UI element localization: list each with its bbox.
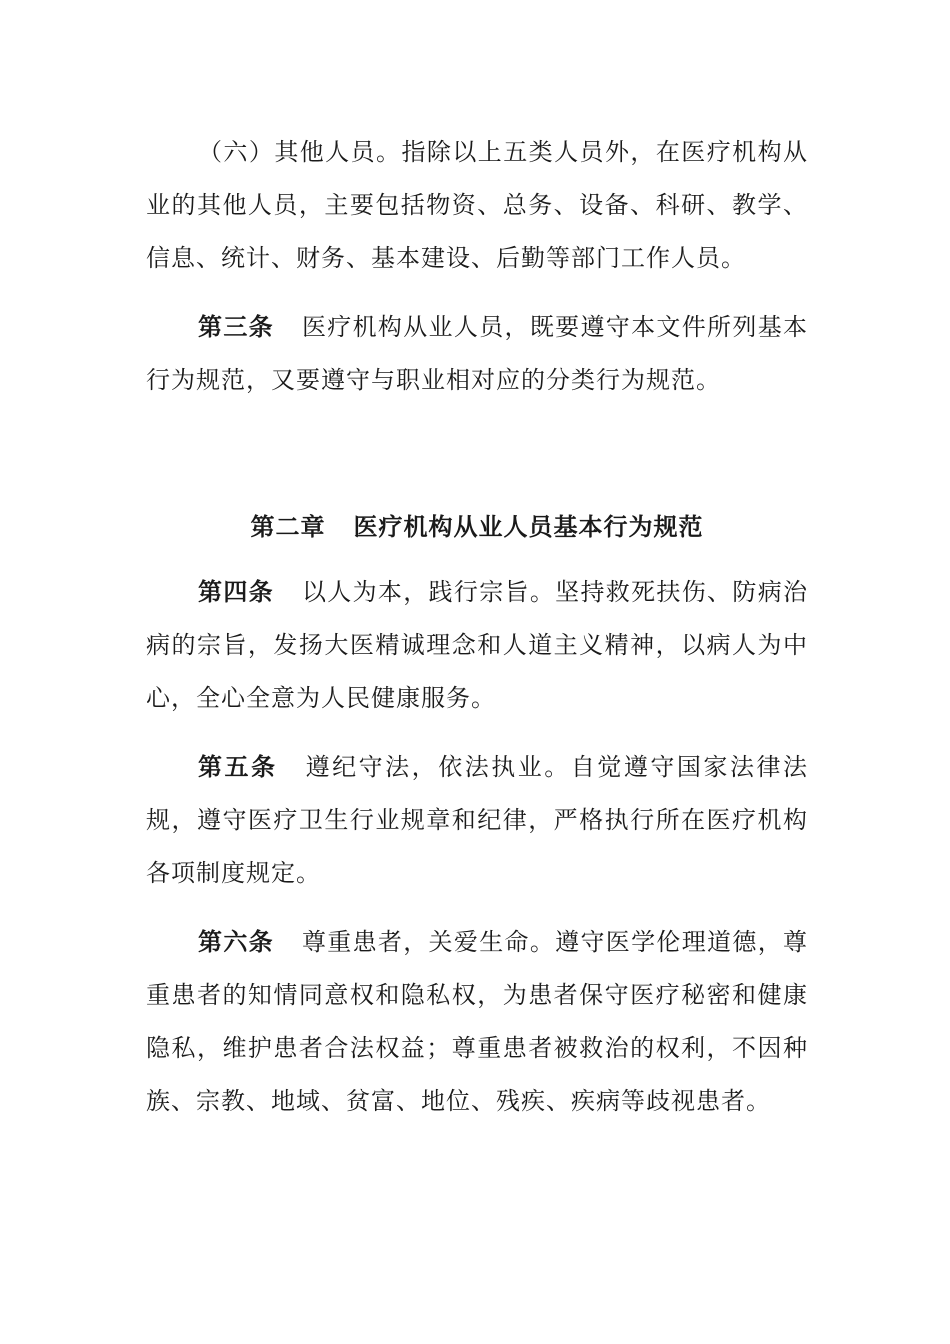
- article-6: [146, 916, 808, 1128]
- article-label: 第五条: [198, 753, 278, 781]
- article-3: [146, 301, 808, 407]
- paragraph-text: 其他人员。指除以上五类人员外，在医疗机构从业的其他人员，主要包括物资、总务、设备、科研、教学、信息、统计、财务、基本建设、后勤等部门工作人员。: [146, 138, 809, 272]
- article-label: 第三条: [198, 313, 274, 341]
- article-label: 第六条: [198, 928, 274, 956]
- article-label: 第四条: [198, 578, 274, 606]
- paragraph-item-six: [146, 126, 808, 285]
- article-text: 遵纪守法，依法执业。自觉遵守国家法律法规，遵守医疗卫生行业规章和纪律，严格执行所在医疗机构各项制度规定。: [146, 753, 809, 887]
- chapter-title: 医疗机构从业人员基本行为规范: [353, 513, 704, 541]
- chapter-heading: [146, 501, 808, 554]
- document-page: [146, 126, 808, 1128]
- article-4: [146, 566, 808, 725]
- article-text: 医疗机构从业人员，既要遵守本文件所列基本行为规范，又要遵守与职业相对应的分类行为规范。: [146, 313, 809, 394]
- article-text: 尊重患者，关爱生命。遵守医学伦理道德，尊重患者的知情同意权和隐私权，为患者保守医疗秘密和健康隐私，维护患者合法权益；尊重患者被救治的权利，不因种族、宗教、地域、贫富、地位、残疾、疾病等歧视患者。: [146, 928, 809, 1115]
- article-5: [146, 741, 808, 900]
- article-text: 以人为本，践行宗旨。坚持救死扶伤、防病治病的宗旨，发扬大医精诚理念和人道主义精神，以病人为中心，全心全意为人民健康服务。: [146, 578, 809, 712]
- item-label: （六）: [198, 138, 275, 166]
- chapter-number: 第二章: [250, 513, 326, 541]
